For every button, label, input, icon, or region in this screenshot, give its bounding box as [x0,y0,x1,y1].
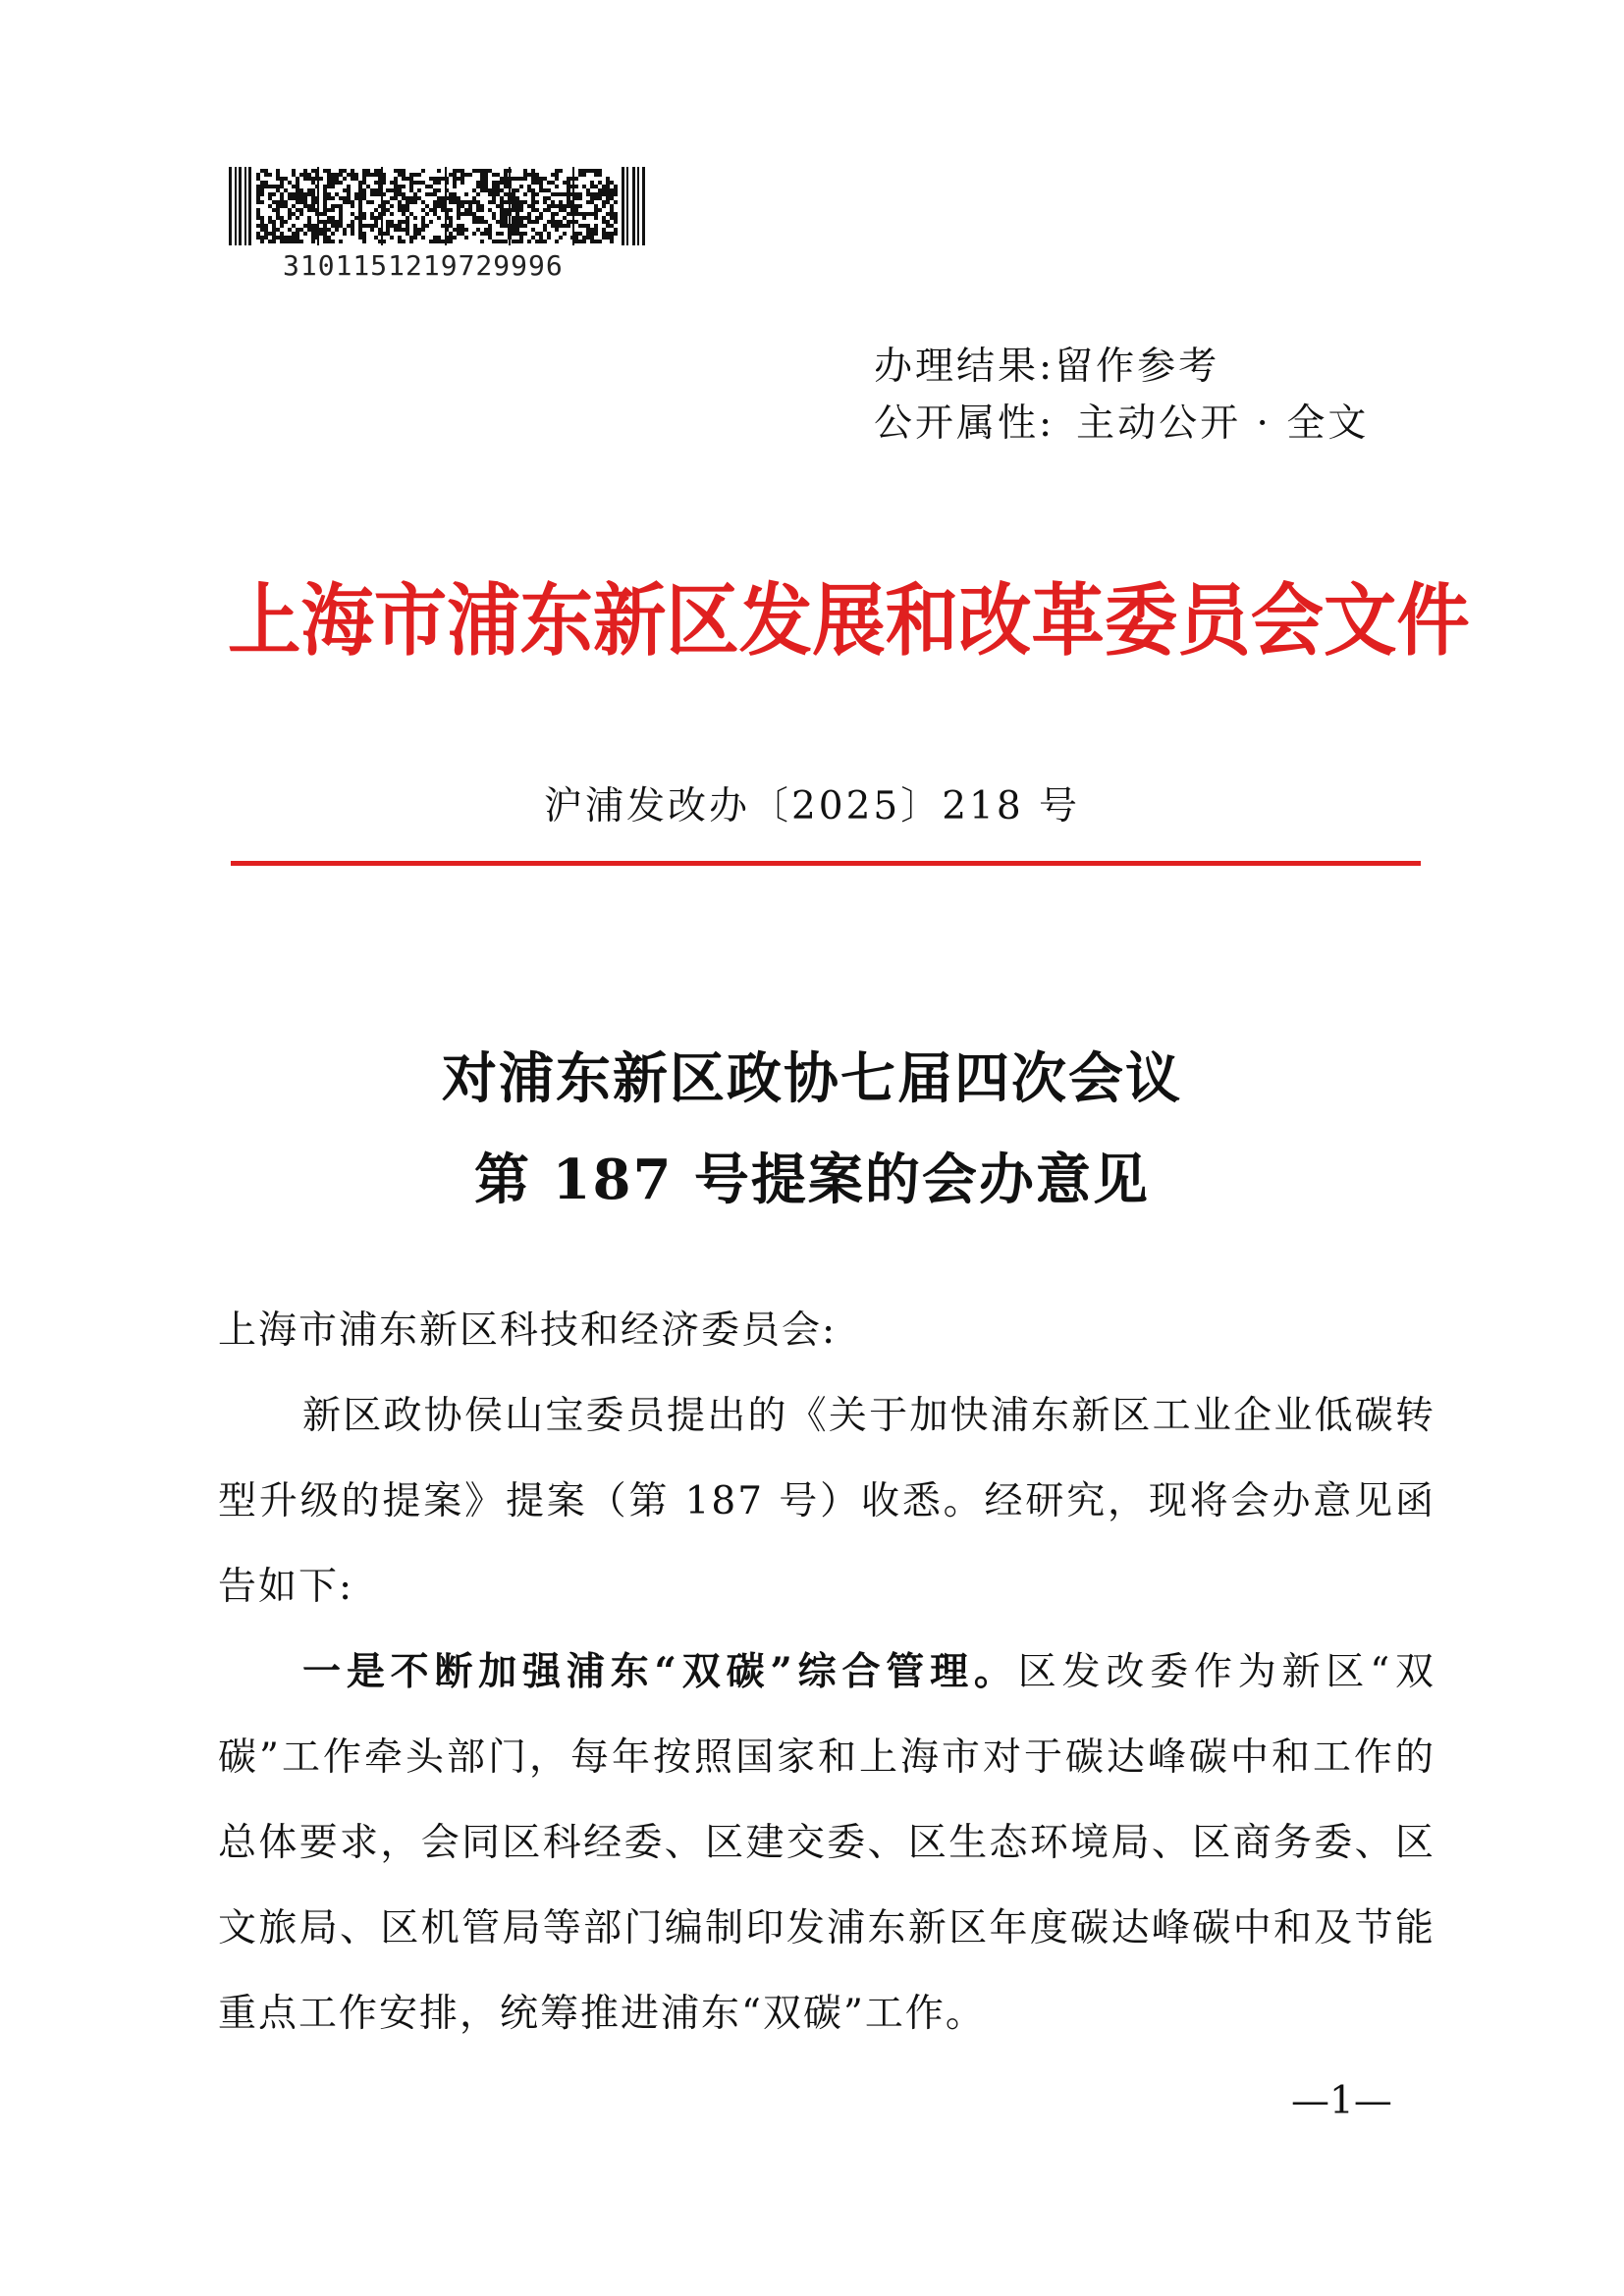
disclosure-attribute [874,393,1369,448]
disclosure-label: 公开属性: [874,401,1056,446]
document-number: 沪浦发改办〔2025〕218 号 [543,784,1081,828]
subject-title-line-1: 对浦东新区政协七届四次会议 [442,1046,1182,1111]
handling-result-label: 办理结果: [874,345,1056,389]
handling-result-value: 留作参考 [1055,345,1220,389]
barcode-number: 3101151219729996 [283,249,564,282]
handling-result [874,336,1219,391]
paragraph-2-text: 区发改委作为新区“双碳”工作牵头部门，每年按照国家和上海市对于碳达峰碳中和工作的总体要求，会同区科经委、区建交委、区生态环境局、区商务委、区文旅局、区机管局等部门编制印发浦东新区年度碳达峰碳中和及节能重点工作安排，统筹推进浦东“双碳”工作。 [218,1650,1435,2036]
page-number: —1— [1291,2079,1392,2123]
addressee: 上海市浦东新区科技和经济委员会: [218,1308,838,1353]
body-paragraph-1: 新区政协侯山宝委员提出的《关于加快浦东新区工业企业低碳转型升级的提案》提案（第 187 号）收悉。经研究，现将会办意见函告如下: [218,1394,1435,1609]
document-body [218,1288,1435,2056]
subject-title-line-2: 第 187 号提案的会办意见 [474,1148,1150,1212]
body-paragraph-2 [218,1629,1435,2056]
disclosure-value: 主动公开 · 全文 [1076,401,1370,446]
issuing-organization-title: 上海市浦东新区发展和改革委员会文件 [228,574,1470,667]
paragraph-2-heading: 一是不断加强浦东“双碳”综合管理。 [302,1649,1018,1694]
barcode-graphic [229,167,646,245]
document-barcode [229,167,651,282]
red-separator-line [231,861,1421,866]
